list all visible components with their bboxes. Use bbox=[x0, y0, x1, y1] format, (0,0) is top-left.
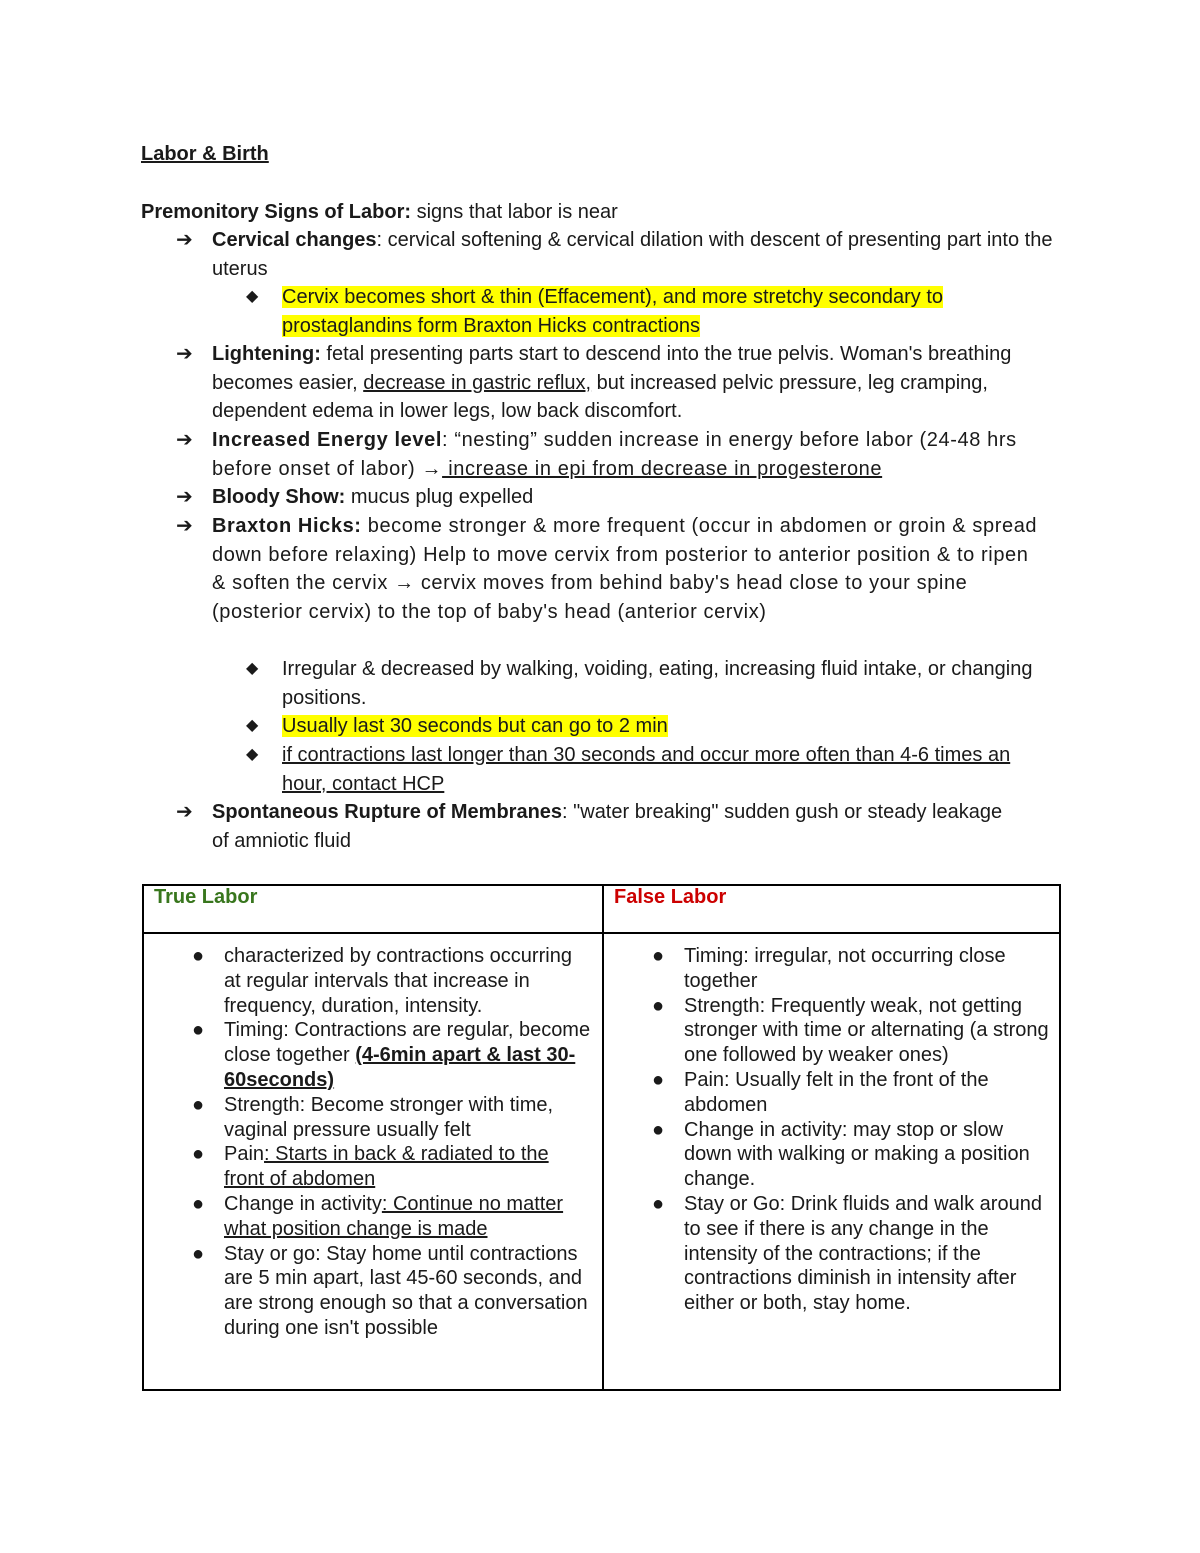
item-label: Increased Energy level bbox=[212, 429, 442, 451]
list-item bbox=[652, 1192, 1049, 1316]
bullet-icon: ● bbox=[652, 1192, 665, 1215]
arrow-icon: ➔ bbox=[176, 343, 193, 365]
false-labor-list bbox=[604, 944, 1049, 1316]
bullet-icon: ● bbox=[192, 1019, 205, 1042]
diamond-icon: ◆ bbox=[246, 717, 259, 734]
false-labor-header: False Labor bbox=[603, 885, 1060, 933]
bullet-icon: ● bbox=[192, 1242, 205, 1265]
table-row bbox=[143, 933, 1060, 1390]
bullet-icon: ● bbox=[652, 1118, 665, 1141]
diamond-icon: ◆ bbox=[246, 660, 259, 677]
underlined-text: increase in epi from decrease in progesterone bbox=[442, 457, 883, 480]
bullet-icon: ● bbox=[192, 945, 205, 967]
false-labor-cell bbox=[603, 933, 1060, 1390]
item-label: Lightening: bbox=[212, 343, 321, 365]
list-item bbox=[652, 1118, 1049, 1192]
item-text: characterized by contractions occurring at regular intervals that increase in frequency, duration, intensity. bbox=[224, 945, 572, 1017]
table-header-row bbox=[143, 885, 1060, 933]
item-text: : "water breaking" sudden gush or steady leakage of amniotic fluid bbox=[212, 801, 1003, 852]
diamond-icon: ◆ bbox=[246, 746, 259, 763]
item-text: but increased pelvic pressure, leg cramping, dependent edema in lower legs, low back discomfort. bbox=[212, 371, 988, 423]
underlined-text: decrease in gastric reflux, bbox=[363, 371, 592, 394]
list-item bbox=[192, 1093, 592, 1143]
arrow-icon: ➔ bbox=[176, 229, 193, 251]
item-text: Timing: irregular, not occurring close together bbox=[684, 945, 1006, 992]
item-text: Timing: Contractions are regular, become close together bbox=[224, 1019, 591, 1067]
item-label: Bloody Show: bbox=[212, 486, 346, 508]
true-labor-list bbox=[144, 944, 592, 1341]
item-text: : “nesting” sudden increase in energy before labor (24-48 hrs before onset of labor) → bbox=[212, 429, 1017, 480]
underlined-text: : Continue no matter what position change is made bbox=[224, 1192, 564, 1240]
highlighted-text: Usually last 30 seconds but can go to 2 min bbox=[282, 715, 668, 737]
item-text: Pain bbox=[224, 1143, 265, 1166]
list-item bbox=[192, 1192, 592, 1242]
page-title: Labor & Birth bbox=[141, 143, 269, 165]
diamond-icon: ◆ bbox=[246, 288, 259, 305]
item-text: Change in activity: may stop or slow down with walking or making a position change. bbox=[684, 1118, 1030, 1191]
true-labor-cell bbox=[143, 933, 603, 1390]
list-item bbox=[652, 944, 1049, 994]
labor-comparison-table bbox=[142, 884, 1061, 1391]
item-text: Pain: Usually felt in the front of the abdomen bbox=[684, 1068, 989, 1116]
bullet-icon: ● bbox=[192, 1093, 205, 1116]
list-item bbox=[652, 1068, 1049, 1118]
item-label: Braxton Hicks: bbox=[212, 515, 362, 537]
item-text: fetal presenting parts start to descend into the true pelvis. Woman's breathing becomes easier, bbox=[212, 343, 1012, 394]
bullet-icon: ● bbox=[652, 945, 665, 967]
true-labor-header: True Labor bbox=[143, 885, 603, 933]
bullet-icon: ● bbox=[192, 1143, 205, 1166]
arrow-icon: ➔ bbox=[176, 429, 194, 451]
list-item bbox=[652, 994, 1049, 1068]
underlined-text: if contractions last longer than 30 seconds and occur more often than 4-6 times an hour, contact HCP bbox=[282, 744, 1011, 795]
list-item bbox=[192, 1242, 592, 1341]
item-label: Spontaneous Rupture of Membranes bbox=[212, 801, 563, 823]
bold-underlined-text: (4-6min apart & last 30-60seconds) bbox=[224, 1044, 576, 1091]
intro-text: signs that labor is near bbox=[411, 201, 618, 223]
highlighted-text: Cervix becomes short & thin (Effacement), and more stretchy secondary to prostaglandins form Braxton Hicks contractions bbox=[282, 286, 944, 337]
intro-label: Premonitory Signs of Labor: bbox=[141, 201, 412, 223]
item-text: : cervical softening & cervical dilation with descent of presenting part into the uterus bbox=[212, 229, 1053, 280]
list-item bbox=[192, 1018, 592, 1092]
item-label: Cervical changes bbox=[212, 229, 377, 251]
arrow-icon: ➔ bbox=[176, 486, 193, 508]
arrow-icon: ➔ bbox=[176, 515, 194, 537]
item-text: Strength: Become stronger with time, vaginal pressure usually felt bbox=[224, 1093, 554, 1141]
item-text: Stay or Go: Drink fluids and walk around to see if there is any change in the intensity of the contractions; if the contractions diminish in intensity after either or both, stay home. bbox=[684, 1192, 1042, 1315]
list-item bbox=[192, 1142, 592, 1192]
bullet-icon: ● bbox=[652, 1068, 665, 1091]
arrow-icon: ➔ bbox=[176, 801, 193, 823]
bullet-icon: ● bbox=[192, 1192, 205, 1215]
list-item bbox=[192, 944, 592, 1018]
item-text: Irregular & decreased by walking, voiding, eating, increasing fluid intake, or changing positions. bbox=[282, 658, 1033, 709]
item-text: Change in activity bbox=[224, 1192, 382, 1215]
underlined-text: : Starts in back & radiated to the front of abdomen bbox=[224, 1143, 549, 1191]
item-text: become stronger & more frequent (occur in abdomen or groin & spread down before relaxing) Help to move cervix from posterior to anterior position & to ripen & soften the cervix → cervix moves from behind baby's head close to your spine (posterior cervix) to the top of baby's head (anterior cervix) bbox=[212, 515, 1038, 623]
item-text: Stay or go: Stay home until contractions are 5 min apart, last 45-60 seconds, and are strong enough so that a conversation during one isn't possible bbox=[224, 1242, 588, 1339]
bullet-icon: ● bbox=[652, 994, 665, 1017]
item-text: Strength: Frequently weak, not getting stronger with time or alternating (a strong one followed by weaker ones) bbox=[684, 994, 1049, 1067]
item-text: mucus plug expelled bbox=[345, 486, 534, 508]
intro-line bbox=[141, 199, 618, 225]
